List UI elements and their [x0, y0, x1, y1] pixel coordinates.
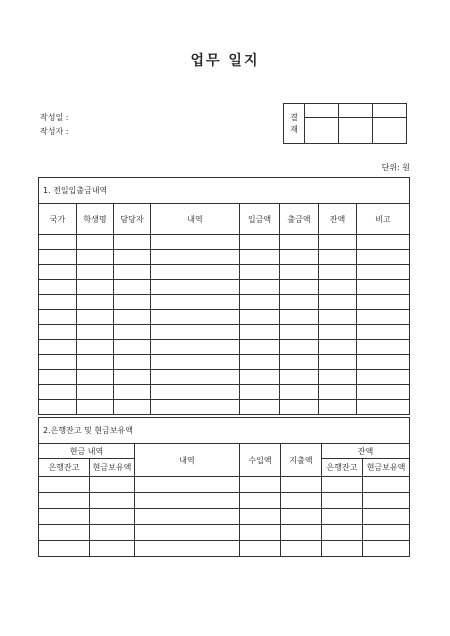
table-row [39, 493, 410, 509]
table-cell[interactable] [322, 509, 363, 525]
table-cell[interactable] [114, 385, 151, 400]
table-cell[interactable] [39, 400, 77, 415]
table-cell[interactable] [357, 325, 410, 340]
table-row [39, 400, 410, 415]
table-cell[interactable] [280, 370, 319, 385]
transaction-table [38, 177, 410, 415]
table-cell[interactable] [77, 265, 114, 280]
approval-sign-3[interactable] [373, 118, 407, 144]
header-withdrawal: 출금액 [280, 204, 319, 235]
table-cell[interactable] [319, 280, 357, 295]
table-cell[interactable] [114, 295, 151, 310]
table-cell[interactable] [240, 280, 280, 295]
table-cell[interactable] [357, 400, 410, 415]
table-cell[interactable] [357, 250, 410, 265]
table-row [39, 509, 410, 525]
table-row [39, 310, 410, 325]
table-cell[interactable] [240, 525, 281, 541]
table-cell[interactable] [39, 235, 77, 250]
table-row [39, 235, 410, 250]
table-cell[interactable] [90, 525, 135, 541]
table-cell[interactable] [357, 295, 410, 310]
table-cell[interactable] [240, 477, 281, 493]
table-cell[interactable] [151, 370, 240, 385]
table-cell[interactable] [363, 477, 410, 493]
table-cell[interactable] [39, 355, 77, 370]
table-cell[interactable] [357, 310, 410, 325]
table-cell[interactable] [357, 235, 410, 250]
approval-signer-2[interactable] [339, 104, 373, 118]
table-cell[interactable] [240, 235, 280, 250]
table-cell[interactable] [363, 525, 410, 541]
table-cell[interactable] [151, 400, 240, 415]
table-cell[interactable] [90, 477, 135, 493]
table-row [39, 370, 410, 385]
table-row [39, 340, 410, 355]
table-cell[interactable] [39, 340, 77, 355]
table-cell[interactable] [357, 370, 410, 385]
table-cell[interactable] [240, 310, 280, 325]
table-cell[interactable] [281, 477, 322, 493]
table-cell[interactable] [77, 400, 114, 415]
table-cell[interactable] [39, 280, 77, 295]
header-deposit: 입금액 [240, 204, 280, 235]
table-cell[interactable] [39, 509, 90, 525]
table-cell[interactable] [319, 355, 357, 370]
date-label: 작성일 : [40, 113, 69, 122]
table-cell[interactable] [39, 493, 90, 509]
table-cell[interactable] [322, 525, 363, 541]
table-cell[interactable] [39, 310, 77, 325]
approval-sign-2[interactable] [339, 118, 373, 144]
table-cell[interactable] [77, 295, 114, 310]
table-cell[interactable] [77, 355, 114, 370]
header-balance: 잔액 [319, 204, 357, 235]
table-cell[interactable] [357, 265, 410, 280]
header-detail: 내역 [135, 444, 240, 477]
table-cell[interactable] [280, 385, 319, 400]
table-cell[interactable] [151, 280, 240, 295]
table-cell[interactable] [319, 370, 357, 385]
header-balance-group: 잔액 [322, 444, 410, 459]
table-cell[interactable] [240, 370, 280, 385]
table-cell[interactable] [240, 250, 280, 265]
table-cell[interactable] [77, 370, 114, 385]
table-cell[interactable] [77, 280, 114, 295]
balance-table [38, 417, 410, 557]
table-cell[interactable] [240, 400, 280, 415]
table-cell[interactable] [39, 541, 90, 557]
table-row [39, 541, 410, 557]
table-cell[interactable] [280, 355, 319, 370]
table-cell[interactable] [135, 509, 240, 525]
table-cell[interactable] [319, 385, 357, 400]
header-bank-balance-2: 은행잔고 [322, 459, 363, 477]
header-note: 비고 [357, 204, 410, 235]
header-manager: 담당자 [114, 204, 151, 235]
header-details: 내역 [151, 204, 240, 235]
header-cash-group: 현금 내역 [39, 444, 135, 459]
table-cell[interactable] [322, 493, 363, 509]
header-cash-holding-2: 현금보유액 [363, 459, 410, 477]
table-cell[interactable] [90, 493, 135, 509]
table-cell[interactable] [151, 385, 240, 400]
table-row [39, 525, 410, 541]
table-cell[interactable] [114, 280, 151, 295]
table-cell[interactable] [240, 493, 281, 509]
table-cell[interactable] [77, 250, 114, 265]
table-cell[interactable] [114, 235, 151, 250]
table-cell[interactable] [357, 385, 410, 400]
table-cell[interactable] [90, 541, 135, 557]
table-cell[interactable] [240, 295, 280, 310]
table-cell[interactable] [240, 385, 280, 400]
page-title: 업무 일지 [190, 53, 260, 69]
table-cell[interactable] [77, 385, 114, 400]
table-cell[interactable] [319, 295, 357, 310]
section1-title: 1. 전일입출금내역 [39, 178, 410, 204]
table-row [39, 385, 410, 400]
table-cell[interactable] [114, 340, 151, 355]
approval-signer-1[interactable] [305, 104, 339, 118]
table-cell[interactable] [363, 541, 410, 557]
header-bank-balance: 은행잔고 [39, 459, 90, 477]
header-income: 수입액 [240, 444, 281, 477]
table-cell[interactable] [39, 325, 77, 340]
table-cell[interactable] [114, 370, 151, 385]
table-cell[interactable] [281, 525, 322, 541]
table-cell[interactable] [151, 250, 240, 265]
table-cell[interactable] [151, 310, 240, 325]
table-cell[interactable] [151, 295, 240, 310]
table-cell[interactable] [77, 340, 114, 355]
table-row [39, 265, 410, 280]
table-cell[interactable] [280, 400, 319, 415]
table-cell[interactable] [363, 493, 410, 509]
table-cell[interactable] [319, 310, 357, 325]
table-cell[interactable] [357, 280, 410, 295]
table-cell[interactable] [114, 310, 151, 325]
table-cell[interactable] [280, 295, 319, 310]
header-student: 학생명 [77, 204, 114, 235]
approval-sign-1[interactable] [305, 118, 339, 144]
header-expense: 지출액 [281, 444, 322, 477]
author-label: 작성자 : [40, 127, 69, 136]
table-cell[interactable] [281, 509, 322, 525]
table-cell[interactable] [281, 493, 322, 509]
table-cell[interactable] [280, 310, 319, 325]
table-cell[interactable] [319, 325, 357, 340]
table-row [39, 295, 410, 310]
table-cell[interactable] [135, 493, 240, 509]
table-cell[interactable] [114, 250, 151, 265]
approval-label: 결 재 [284, 104, 305, 144]
table-cell[interactable] [240, 355, 280, 370]
table-cell[interactable] [319, 400, 357, 415]
section2-title: 2.은행잔고 및 현금보유액 [39, 418, 410, 444]
approval-box [283, 103, 407, 144]
table-row [39, 325, 410, 340]
table-cell[interactable] [77, 310, 114, 325]
table-cell[interactable] [151, 340, 240, 355]
table-cell[interactable] [151, 325, 240, 340]
table-cell[interactable] [240, 541, 281, 557]
table-cell[interactable] [280, 325, 319, 340]
table-cell[interactable] [114, 265, 151, 280]
table-cell[interactable] [357, 340, 410, 355]
table-cell[interactable] [363, 509, 410, 525]
table-cell[interactable] [281, 541, 322, 557]
table-cell[interactable] [39, 385, 77, 400]
table-cell[interactable] [319, 340, 357, 355]
table-cell[interactable] [240, 340, 280, 355]
table-cell[interactable] [151, 265, 240, 280]
table-cell[interactable] [114, 355, 151, 370]
table-cell[interactable] [357, 355, 410, 370]
unit-label: 단위: 원 [381, 163, 410, 172]
table-cell[interactable] [319, 265, 357, 280]
table-cell[interactable] [77, 325, 114, 340]
table-cell[interactable] [322, 477, 363, 493]
table-cell[interactable] [240, 265, 280, 280]
table-cell[interactable] [90, 509, 135, 525]
table-cell[interactable] [319, 250, 357, 265]
table-cell[interactable] [280, 280, 319, 295]
table-cell[interactable] [322, 541, 363, 557]
table-cell[interactable] [135, 477, 240, 493]
table-cell[interactable] [114, 325, 151, 340]
table-cell[interactable] [280, 340, 319, 355]
table-row [39, 355, 410, 370]
table-cell[interactable] [280, 235, 319, 250]
table-cell[interactable] [77, 235, 114, 250]
table-cell[interactable] [319, 235, 357, 250]
table-row [39, 280, 410, 295]
table-cell[interactable] [39, 295, 77, 310]
table-cell[interactable] [240, 509, 281, 525]
table-cell[interactable] [151, 355, 240, 370]
table-cell[interactable] [39, 477, 90, 493]
table-row [39, 477, 410, 493]
table-cell[interactable] [39, 265, 77, 280]
table-cell[interactable] [135, 525, 240, 541]
table-cell[interactable] [240, 325, 280, 340]
approval-signer-3[interactable] [373, 104, 407, 118]
table-cell[interactable] [135, 541, 240, 557]
table-cell[interactable] [280, 250, 319, 265]
table-cell[interactable] [39, 370, 77, 385]
table-cell[interactable] [39, 250, 77, 265]
table-cell[interactable] [280, 265, 319, 280]
table-cell[interactable] [114, 400, 151, 415]
table-cell[interactable] [151, 235, 240, 250]
header-country: 국가 [39, 204, 77, 235]
header-cash-holding: 현금보유액 [90, 459, 135, 477]
table-row [39, 250, 410, 265]
table-cell[interactable] [39, 525, 90, 541]
